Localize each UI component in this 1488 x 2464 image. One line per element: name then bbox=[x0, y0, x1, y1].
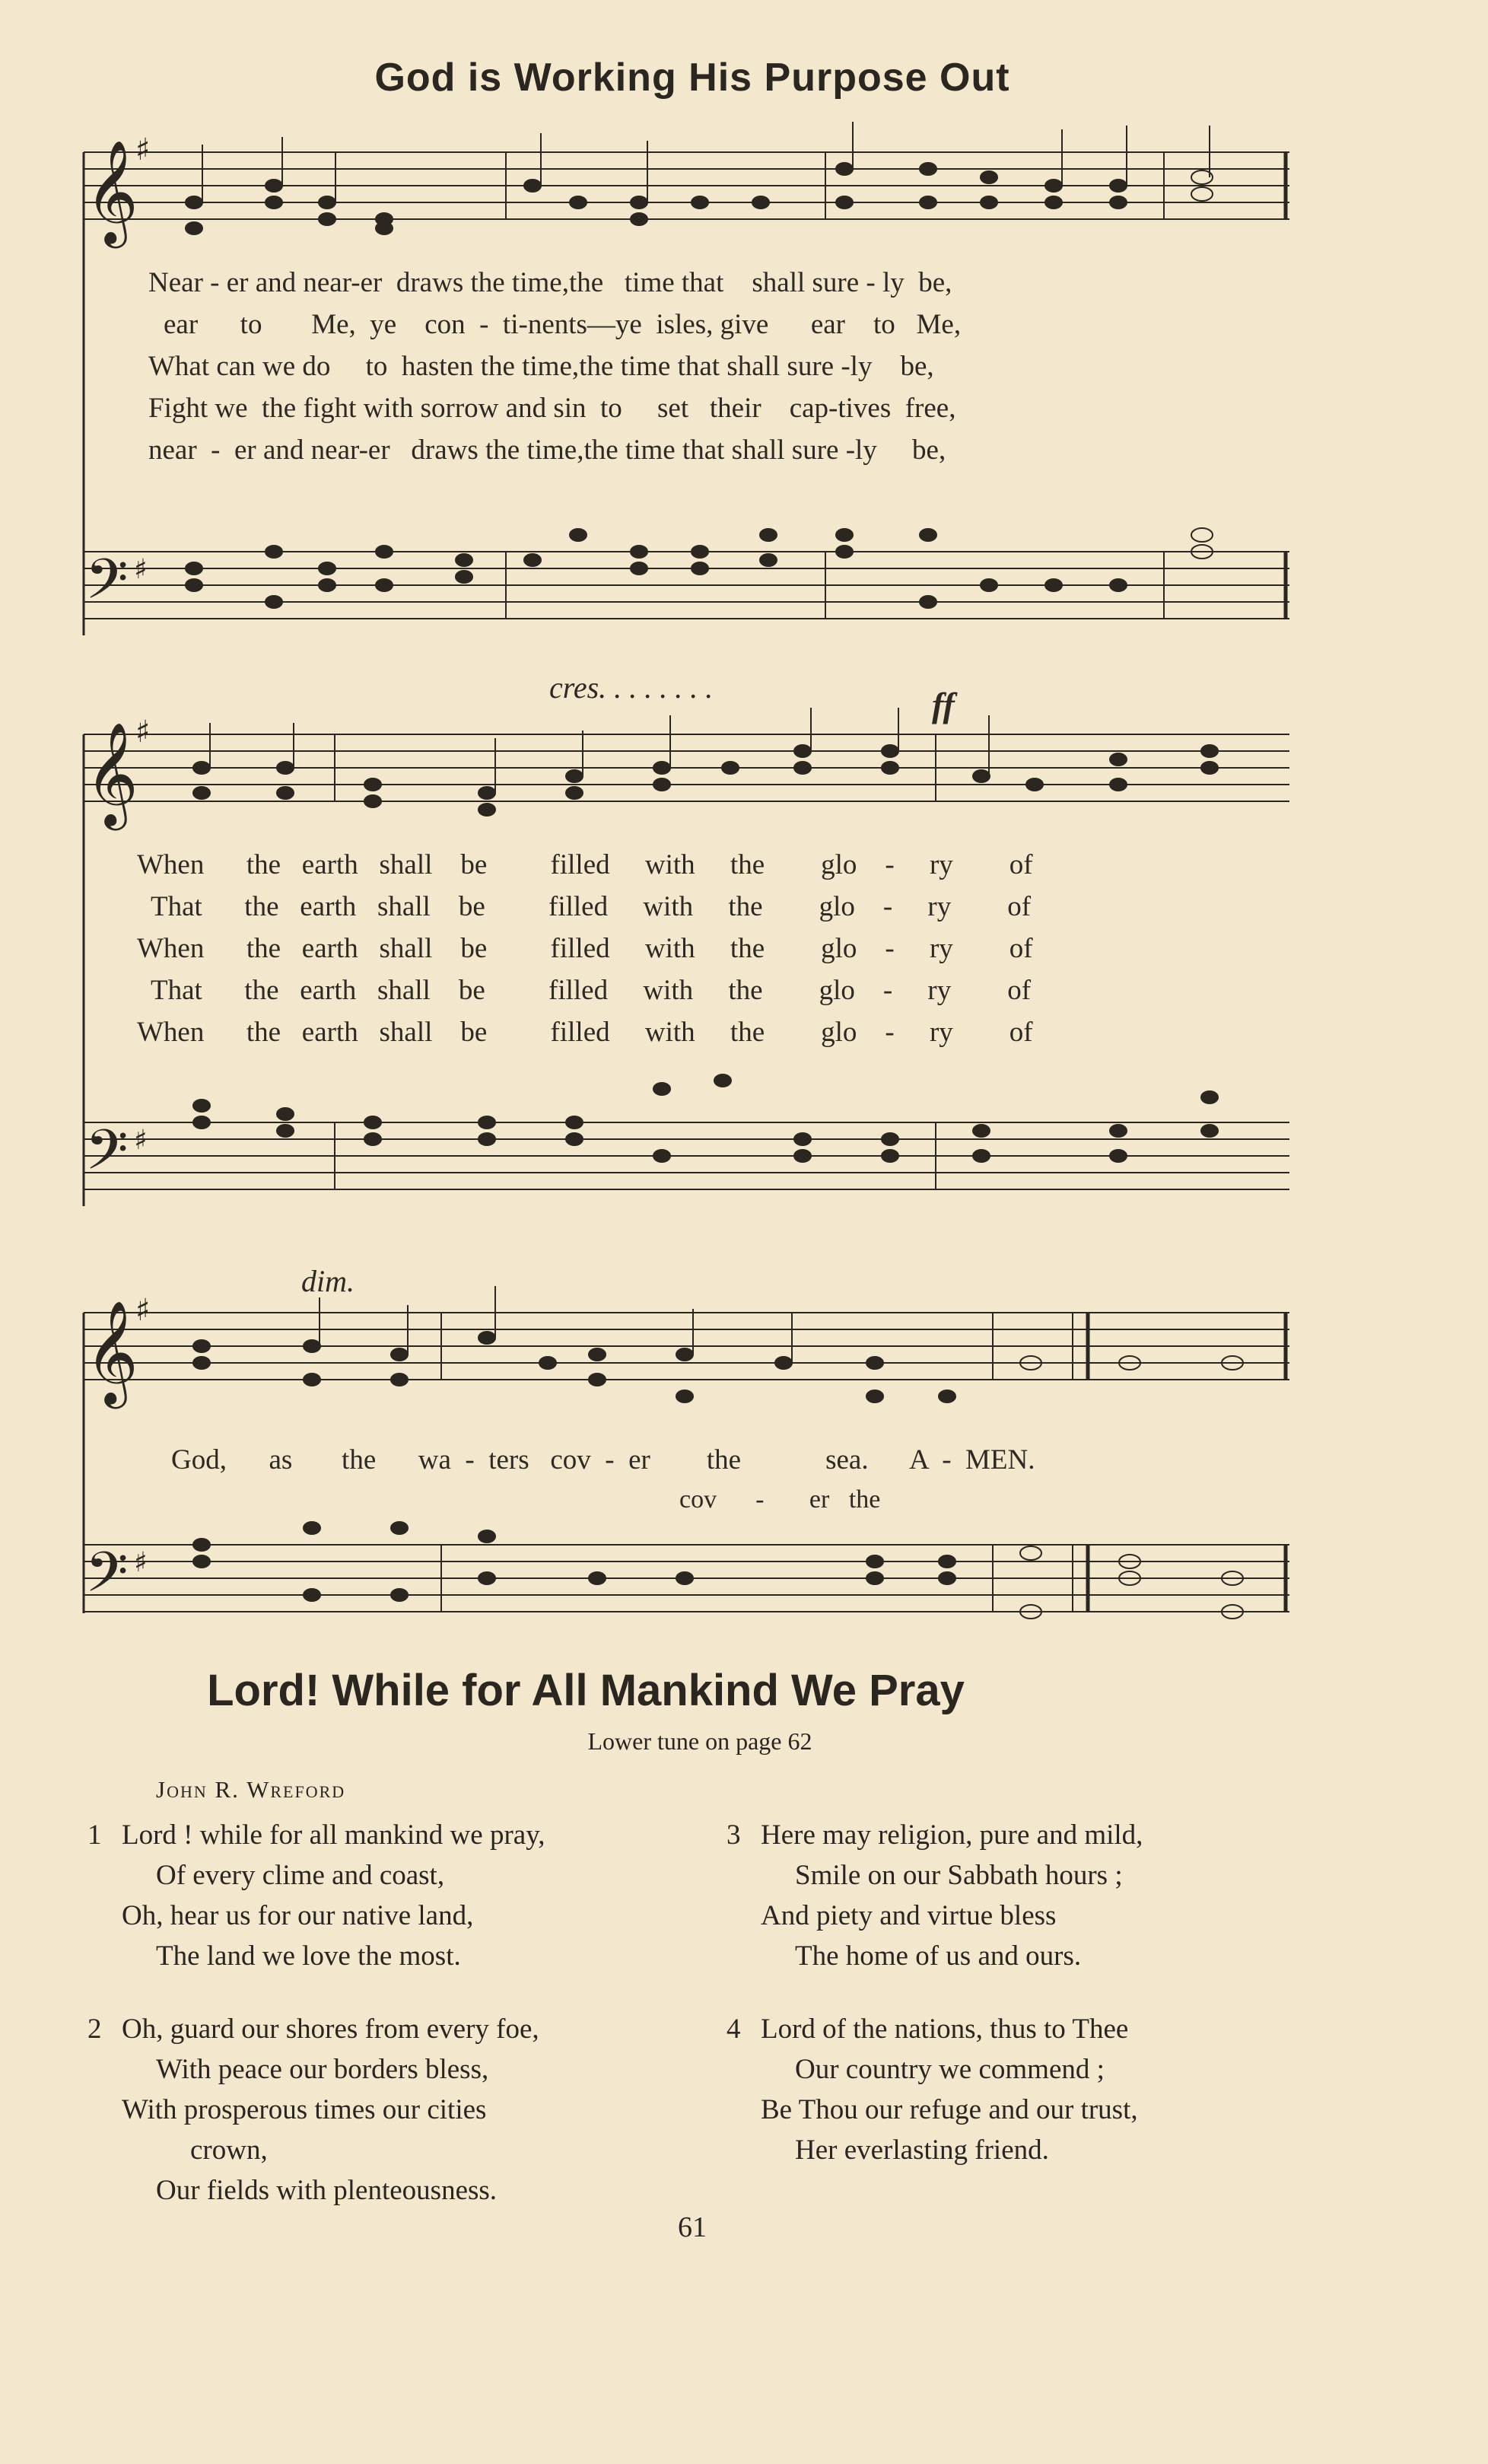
stanza-line: Our fields with plenteousness. bbox=[156, 2175, 498, 2206]
stanza-line: Lord ! while for all mankind we pray, bbox=[122, 1819, 545, 1851]
second-hymn-title: Lord! While for All Mankind We Pray bbox=[207, 1666, 965, 1715]
dynamic-cres: cres. . . . . . . . bbox=[549, 670, 714, 705]
lyric-line: Fight we the fight with sorrow and sin to set their cap-tives free, bbox=[148, 393, 956, 424]
page-number: 61 bbox=[678, 2211, 707, 2243]
stanza-line: Lord of the nations, thus to Thee bbox=[761, 2014, 1129, 2045]
stanza-line: crown, bbox=[190, 2135, 268, 2166]
svg-text:♯: ♯ bbox=[134, 554, 148, 585]
svg-text:♯: ♯ bbox=[134, 1125, 148, 1156]
stanza-line: Oh, guard our shores from every foe, bbox=[122, 2014, 539, 2045]
author: John R. Wreford bbox=[156, 1776, 346, 1803]
lyric-line: ear to Me, ye con - ti-nents—ye isles, give ear to Me, bbox=[164, 309, 962, 340]
svg-text:♯: ♯ bbox=[134, 1547, 148, 1578]
stanza-number: 4 bbox=[727, 2014, 741, 2045]
lyric-line: God, as the wa - ters cov - er the sea. A - MEN. bbox=[171, 1444, 1035, 1476]
stanza-line: Of every clime and coast, bbox=[156, 1860, 445, 1891]
stanza-line: The land we love the most. bbox=[156, 1940, 461, 1972]
tune-note: Lower tune on page 62 bbox=[587, 1727, 812, 1755]
lyric-line: Near - er and near-er draws the time,the time that shall sure - ly be, bbox=[148, 267, 952, 298]
stanza-3 bbox=[727, 1815, 1143, 1976]
stanza-line: Our country we commend ; bbox=[795, 2054, 1105, 2085]
stanza-number: 2 bbox=[87, 2014, 102, 2045]
stanza-line: Here may religion, pure and mild, bbox=[761, 1819, 1143, 1851]
stanza-line: The home of us and ours. bbox=[795, 1940, 1082, 1972]
svg-text:𝄢: 𝄢 bbox=[85, 1117, 129, 1195]
stanza-2 bbox=[87, 2009, 539, 2211]
svg-text:♯: ♯ bbox=[135, 1293, 151, 1328]
bass-lyric-line: cov - er the bbox=[679, 1485, 881, 1514]
stanza-line: With prosperous times our cities bbox=[122, 2094, 487, 2125]
svg-text:𝄞: 𝄞 bbox=[85, 721, 138, 826]
stanza-line: Oh, hear us for our native land, bbox=[122, 1900, 474, 1931]
stanza-4 bbox=[727, 2009, 1138, 2170]
dynamic-dim: dim. bbox=[301, 1264, 355, 1298]
svg-text:𝄞: 𝄞 bbox=[85, 138, 138, 244]
stanza-line: Smile on our Sabbath hours ; bbox=[795, 1860, 1123, 1891]
lyric-line: near - er and near-er draws the time,the time that shall sure -ly be, bbox=[148, 435, 946, 466]
stanza-line: And piety and virtue bless bbox=[761, 1900, 1057, 1931]
svg-text:𝄢: 𝄢 bbox=[85, 1539, 129, 1618]
lyric-line: When the earth shall be filled with the glo - ry of bbox=[137, 1017, 1033, 1048]
stanza-line: Her everlasting friend. bbox=[795, 2135, 1049, 2166]
hymn-title: God is Working His Purpose Out bbox=[374, 56, 1010, 100]
svg-text:𝄢: 𝄢 bbox=[85, 546, 129, 625]
lyric-line: That the earth shall be filled with the glo - ry of bbox=[151, 891, 1032, 922]
stanza-1 bbox=[87, 1815, 545, 1976]
lyric-line: What can we do to hasten the time,the time that shall sure -ly be, bbox=[148, 351, 934, 382]
lyric-line: When the earth shall be filled with the glo - ry of bbox=[137, 933, 1033, 964]
stanza-number: 3 bbox=[727, 1819, 741, 1851]
stanza-line: Be Thou our refuge and our trust, bbox=[761, 2094, 1138, 2125]
stanza-number: 1 bbox=[87, 1819, 102, 1851]
lyric-line: That the earth shall be filled with the glo - ry of bbox=[151, 975, 1032, 1006]
svg-text:𝄞: 𝄞 bbox=[85, 1299, 138, 1404]
svg-text:♯: ♯ bbox=[135, 715, 151, 750]
stanza-line: With peace our borders bless, bbox=[156, 2054, 489, 2085]
dynamic-ff: ff bbox=[932, 686, 955, 724]
svg-text:♯: ♯ bbox=[135, 132, 151, 167]
lyric-line: When the earth shall be filled with the glo - ry of bbox=[137, 849, 1033, 880]
